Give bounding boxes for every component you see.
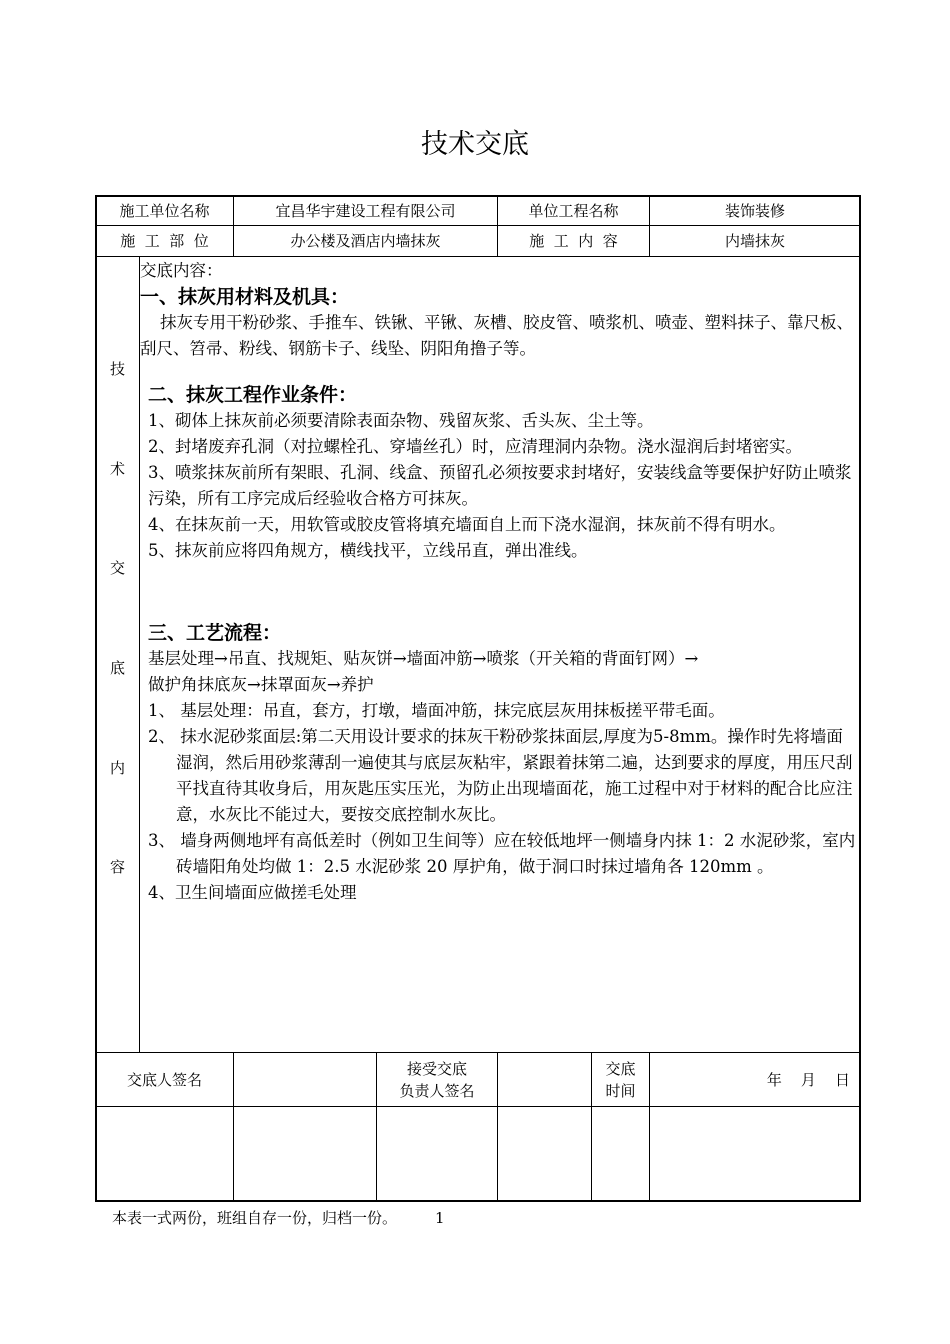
section-2-title: 二、抹灰工程作业条件： [148, 384, 358, 406]
section-3-item: 2、 抹水泥砂浆面层:第二天用设计要求的抹灰干粉砂浆抹面层,厚度为5-8mm。操作时先将墙面湿润，然后用砂浆薄刮一遍使其与底层灰粘牢，紧跟着抹第二遍，达到要求的厚度，用压尺刮平找直待其收身后，用灰匙压实压光，为防止出现墙面花，施工过程中对于材料的配合比应注意，水灰比不能过大，要按交底控制水灰比。 [148, 727, 853, 824]
section-3-flow: 基层处理→吊直、找规矩、贴灰饼→墙面冲筋→喷浆（开关箱的背面钉网）→ [148, 649, 699, 668]
section-1-text: 抹灰专用干粉砂浆、手推车、铁锹、平锹、灰槽、胶皮管、喷浆机、喷壶、塑料抹子、靠尺板、刮尺、笤帚、粉线、钢筋卡子、线坠、阴阳角撸子等。 [140, 313, 853, 358]
value-construction-unit: 宜昌华宇建设工程有限公司 [275, 201, 456, 220]
label-receiver-line1: 接受交底 [406, 1059, 467, 1078]
label-construction-part: 施 工 部 位 [120, 232, 209, 250]
section-2-item: 4、在抹灰前一天，用软管或胶皮管将填充墙面自上而下浇水湿润，抹灰前不得有明水。 [148, 515, 786, 534]
label-construction-content: 施 工 内 容 [529, 232, 618, 250]
section-3-flow: 做护角抹底灰→抹罩面灰→养护 [148, 675, 374, 694]
section-3-item: 1、 基层处理：吊直，套方，打墩，墙面冲筋，抹完底层灰用抹板搓平带毛面。 [148, 701, 725, 720]
document-title: 技术交底 [421, 129, 529, 160]
label-receiver-signature [377, 1053, 497, 1106]
content-intro: 交底内容： [140, 261, 223, 280]
col-divider [497, 1052, 498, 1201]
label-discloser-signature: 交底人签名 [126, 1070, 202, 1089]
side-label-char: 底 [109, 659, 125, 677]
side-label-char: 交 [109, 559, 125, 577]
footer-note [112, 1207, 445, 1228]
col-divider [139, 256, 140, 1052]
value-construction-part: 办公楼及酒店内墙抹灰 [290, 232, 441, 250]
label-receiver-line2: 负责人签名 [399, 1081, 475, 1100]
col-divider [233, 1052, 234, 1201]
section-3-item: 4、卫生间墙面应做搓毛处理 [148, 883, 357, 902]
side-label-char: 技 [109, 360, 125, 378]
label-time-line1: 交底 [605, 1059, 636, 1078]
side-label-char: 容 [109, 858, 125, 876]
section-3-title: 三、工艺流程： [148, 622, 282, 644]
row-divider [96, 1106, 860, 1107]
side-label-char: 内 [109, 759, 125, 777]
row-divider [96, 256, 860, 257]
disclosure-content [140, 258, 858, 906]
page-number: 1 [435, 1209, 445, 1227]
section-2-item: 2、封堵废弃孔洞（对拉螺栓孔、穿墙丝孔）时，应清理洞内杂物。浇水湿润后封堵密实。 [148, 437, 802, 456]
date-field: 年 月 日 [766, 1070, 850, 1089]
section-2-item: 1、砌体上抹灰前必须要清除表面杂物、残留灰浆、舌头灰、尘土等。 [148, 411, 654, 430]
value-construction-content: 内墙抹灰 [724, 232, 785, 250]
label-disclosure-time [592, 1053, 649, 1106]
section-1-title: 一、抹灰用材料及机具： [140, 286, 350, 308]
section-2-item: 5、抹灰前应将四角规方，横线找平，立线吊直，弹出准线。 [148, 541, 588, 560]
section-2-item: 3、喷浆抹灰前所有架眼、孔洞、线盒、预留孔必须按要求封堵好，安装线盒等要保护好防止喷浆污染，所有工序完成后经验收合格方可抹灰。 [148, 463, 852, 508]
label-construction-unit: 施工单位名称 [119, 201, 210, 220]
value-unit-project: 装饰装修 [724, 201, 785, 220]
footer-text: 本表一式两份，班组自存一份，归档一份。 [112, 1209, 398, 1227]
label-unit-project: 单位工程名称 [528, 201, 619, 220]
side-label-char: 术 [109, 460, 125, 478]
section-3-item: 3、 墙身两侧地坪有高低差时（例如卫生间等）应在较低地坪一侧墙身内抹 1：2 水泥砂浆，室内砖墙阳角处均做 1：2.5 水泥砂浆 20 厚护角，做于洞口时抹过墙角各 120mm 。 [148, 831, 856, 876]
label-time-line2: 时间 [605, 1081, 636, 1100]
